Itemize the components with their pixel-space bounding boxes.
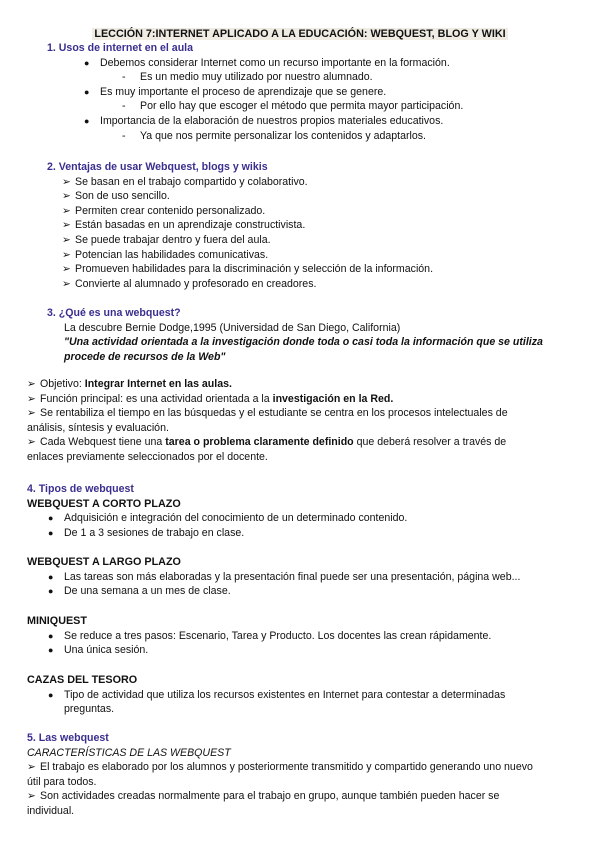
category-title: WEBQUEST A CORTO PLAZO [27, 497, 181, 510]
list-item: ➢ Se rentabiliza el tiempo en las búsquedas y el estudiante se centra en los procesos intelectuales de [27, 407, 508, 420]
list-item-cont: preguntas. [64, 703, 115, 716]
list-item-cont: enlaces previamente seleccionados por el docente. [27, 450, 268, 463]
list-subitem: - Ya que nos permite personalizar los contenidos y adaptarlos. [122, 129, 426, 142]
list-item: ➢ Función principal: es una actividad orientada a la investigación en la Red. [27, 392, 394, 405]
list-item: ➢ Permiten crear contenido personalizado. [62, 204, 266, 217]
list-item-cont: individual. [27, 804, 75, 817]
list-item: ● Las tareas son más elaboradas y la presentación final puede ser una presentación, página web... [48, 570, 521, 583]
list-item-cont: análisis, síntesis y evaluación. [27, 421, 169, 434]
list-item-cont: útil para todos. [27, 775, 97, 788]
category-largo-plazo [0, 555, 600, 599]
section-heading: 3. ¿Qué es una webquest? [47, 307, 181, 319]
section-las-webquest [0, 731, 600, 819]
list-item: ● Una única sesión. [48, 644, 149, 657]
list-item: ➢ Se puede trabajar dentro y fuera del aula. [62, 233, 271, 246]
list-item: ● Se reduce a tres pasos: Escenario, Tarea y Producto. Los docentes las crean rápidamente. [48, 629, 492, 642]
list-subitem: - Es un medio muy utilizado por nuestro alumnado. [122, 71, 373, 84]
list-item: ➢ Son de uso sencillo. [62, 190, 170, 203]
list-subitem: - Por ello hay que escoger el método que permita mayor participación. [122, 100, 464, 113]
category-cazas [0, 673, 600, 717]
paragraph: La descubre Bernie Dodge,1995 (Universidad de San Diego, California) [64, 321, 401, 334]
list-item: ➢ Se basan en el trabajo compartido y colaborativo. [62, 175, 308, 188]
category-title: CAZAS DEL TESORO [27, 674, 138, 686]
quote-line: procede de recursos de la Web" [64, 350, 226, 363]
list-item: ● Es muy importante el proceso de aprendizaje que se genere. [84, 85, 387, 98]
list-item: ➢ Cada Webquest tiene una tarea o problema claramente definido que deberá resolver a través de [27, 436, 507, 449]
section-tipos [0, 482, 600, 540]
page-title: LECCIÓN 7:INTERNET APLICADO A LA EDUCACIÓN: WEBQUEST, BLOG Y WIKI [94, 28, 506, 40]
list-item: ➢ Son actividades creadas normalmente para el trabajo en grupo, aunque también pueden hacer se [27, 790, 500, 803]
section-usos [0, 41, 600, 143]
list-item: ➢ Potencian las habilidades comunicativas. [62, 248, 269, 261]
section-heading: 5. Las webquest [27, 732, 109, 744]
subsection-title: CARACTERÍSTICAS DE LAS WEBQUEST [27, 746, 231, 759]
section-heading: 4. Tipos de webquest [27, 483, 134, 495]
section-heading: 1. Usos de internet en el aula [47, 42, 194, 54]
list-item: ● De una semana a un mes de clase. [48, 585, 231, 598]
list-item: ● De 1 a 3 sesiones de trabajo en clase. [48, 526, 245, 539]
quote-line: "Una actividad orientada a la investigación donde toda o casi toda la información que se utiliza [64, 336, 543, 349]
list-item: ➢ Promueven habilidades para la discriminación y selección de la información. [62, 263, 434, 276]
list-item: ● Adquisición e integración del conocimiento de un determinado contenido. [48, 512, 408, 525]
section-heading: 2. Ventajas de usar Webquest, blogs y wikis [47, 161, 268, 173]
list-item: ● Debemos considerar Internet como un recurso importante en la formación. [84, 56, 450, 69]
list-item: ➢ Convierte al alumnado y profesorado en creadores. [62, 277, 317, 290]
section-ventajas [0, 160, 600, 291]
list-item: ➢ Objetivo: Integrar Internet en las aulas. [27, 378, 232, 390]
section-objetivos [0, 377, 600, 465]
list-item: ● Tipo de actividad que utiliza los recursos existentes en Internet para contestar a determinadas [48, 688, 506, 701]
section-que-es [0, 306, 600, 364]
category-miniquest [0, 614, 600, 658]
list-item: ➢ Están basadas en un aprendizaje constructivista. [62, 219, 306, 232]
list-item: ● Importancia de la elaboración de nuestros propios materiales educativos. [84, 114, 444, 127]
category-title: MINIQUEST [27, 615, 87, 627]
category-title: WEBQUEST A LARGO PLAZO [27, 556, 181, 568]
list-item: ➢ El trabajo es elaborado por los alumnos y posteriormente transmitido y compartido generando uno nuevo [27, 761, 533, 774]
